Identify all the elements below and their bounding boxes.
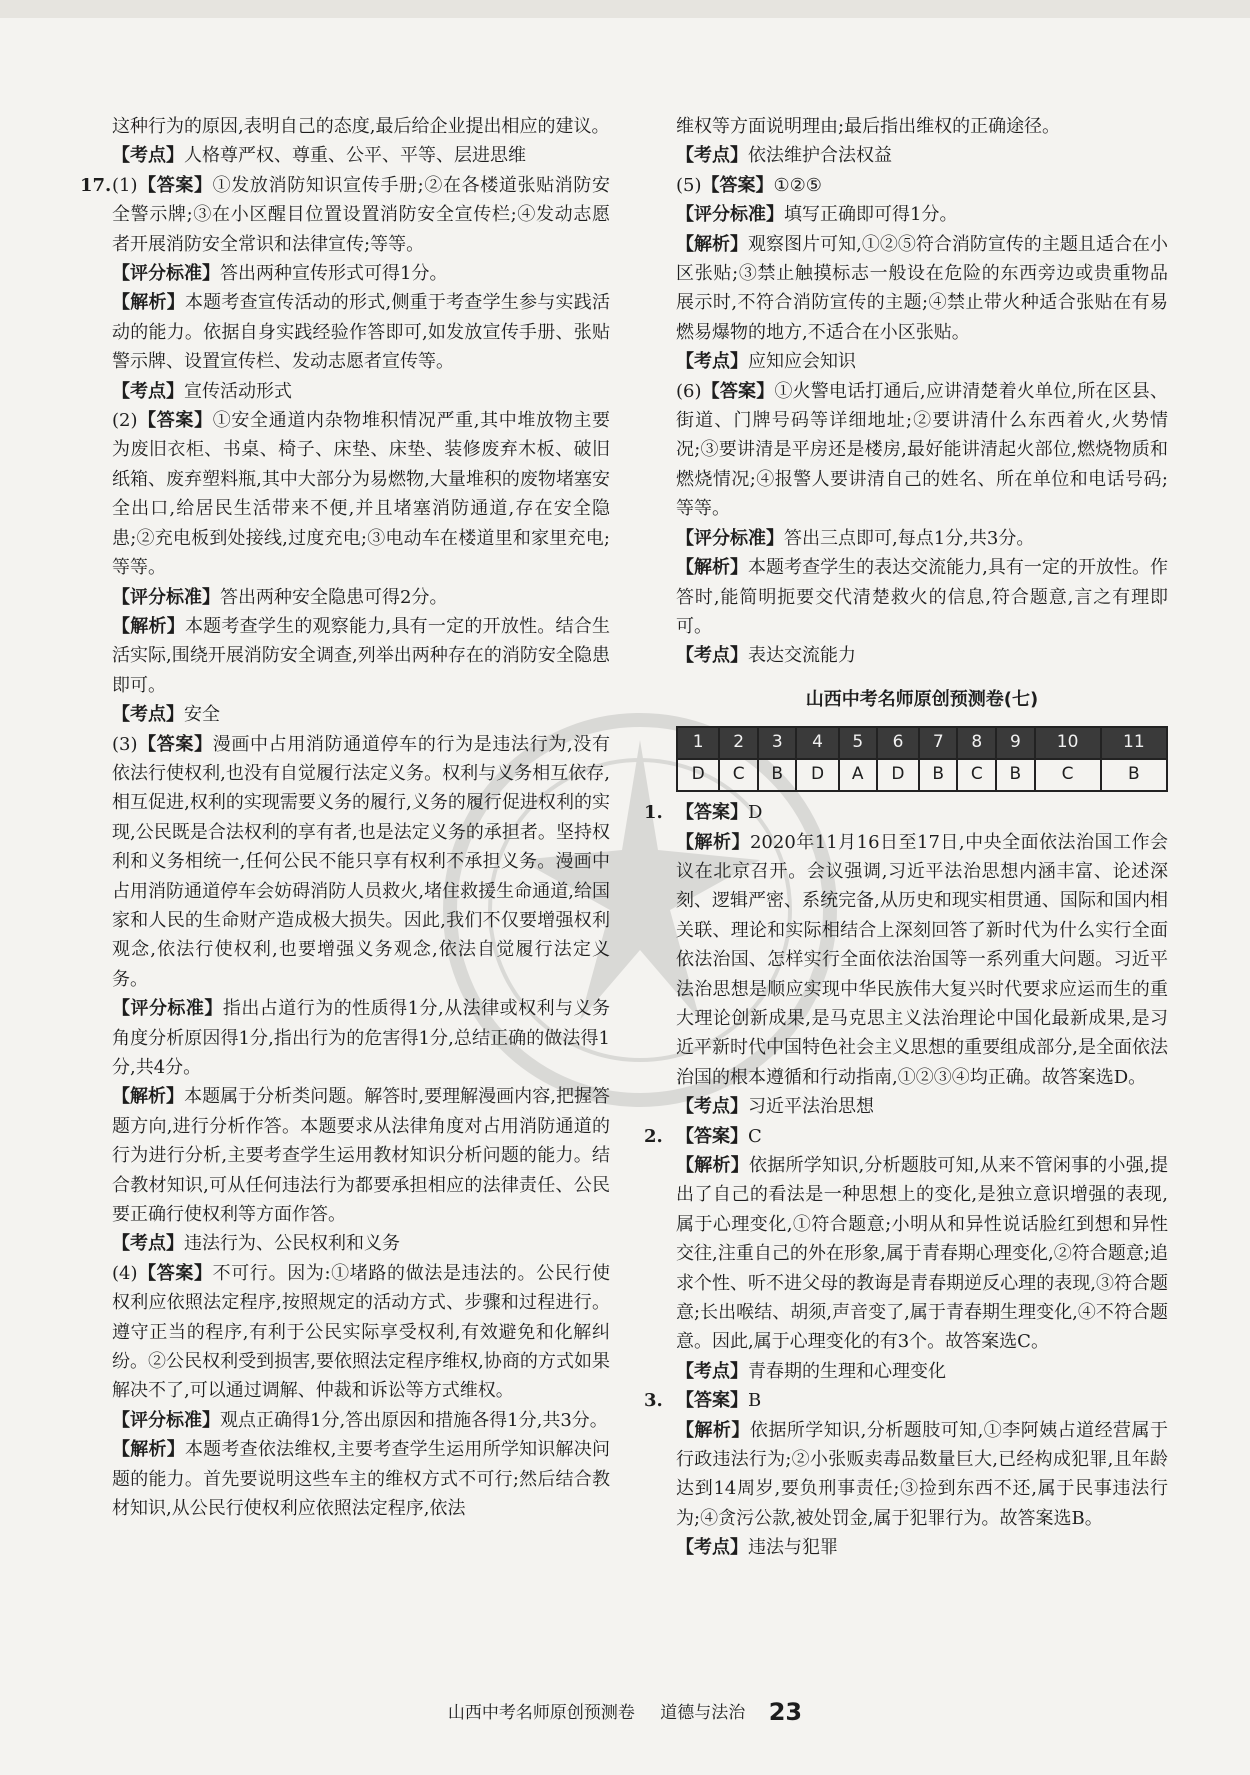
table-cell-answer: B (758, 759, 796, 791)
answer-table (676, 726, 1168, 792)
paragraph (676, 1357, 1168, 1386)
footer-series: 山西中考名师原创预测卷 (447, 1703, 635, 1723)
section-tag: 【答案】 (137, 410, 213, 432)
paragraph (676, 112, 1168, 141)
paragraph (644, 798, 1168, 827)
section-tag: 【解析】 (112, 1086, 185, 1108)
paragraph (112, 1082, 610, 1229)
paragraph-text: 这种行为的原因,表明自己的态度,最后给企业提出相应的建议。 (112, 116, 610, 137)
page-number: 23 (768, 1698, 803, 1726)
answer-table-answers (677, 759, 1167, 791)
section-tag: 【解析】 (676, 233, 749, 255)
section-tag: 【考点】 (112, 380, 184, 402)
paragraph-text: C (748, 1125, 762, 1147)
paragraph-text: 答出两种宣传形式可得1分。 (220, 263, 448, 285)
sub-question-number: (5) (676, 174, 702, 196)
table-cell-answer: C (719, 759, 758, 791)
paragraph-text: 应知应会知识 (748, 351, 856, 373)
paragraph-text: 本题考查学生的表达交流能力,具有一定的开放性。作答时,能简明扼要交代清楚救火的信息,符合题意,言之有理即可。 (676, 557, 1168, 637)
section-tag: 【考点】 (112, 1233, 184, 1255)
paragraph (112, 1259, 610, 1406)
section-tag: 【考点】 (676, 1096, 748, 1118)
paragraph (676, 377, 1168, 524)
section-tag: 【答案】 (701, 174, 774, 196)
scan-top-edge (0, 0, 1250, 18)
paragraph (112, 406, 610, 582)
section-tag: 【答案】 (701, 380, 775, 402)
paragraph (112, 612, 610, 700)
section-tag: 【评分标准】 (112, 998, 223, 1020)
paragraph (112, 730, 610, 995)
table-cell-number: 2 (719, 727, 758, 759)
right-column (644, 112, 1169, 1563)
sub-question-number: (4) (112, 1262, 138, 1284)
sub-question-number: (1) (112, 174, 138, 196)
table-cell-answer: D (877, 759, 919, 791)
paragraph-text: 违法行为、公民权利和义务 (184, 1233, 400, 1255)
paragraph-text: 观点正确得1分,答出原因和措施各得1分,共3分。 (220, 1409, 608, 1431)
paragraph (112, 1406, 610, 1435)
paragraph (676, 347, 1168, 376)
section-tag: 【考点】 (676, 645, 748, 667)
section-tag: 【评分标准】 (112, 1409, 220, 1431)
question-number: 17. (80, 174, 112, 196)
section-tag: 【答案】 (137, 733, 213, 755)
paragraph-text: 青春期的生理和心理变化 (748, 1360, 946, 1382)
section-tag: 【评分标准】 (112, 586, 220, 608)
paragraph (112, 141, 610, 170)
paragraph-text: 安全 (184, 704, 220, 726)
paragraph (676, 230, 1168, 348)
paragraph-text: 答出三点即可,每点1分,共3分。 (784, 527, 1035, 549)
table-cell-number: 3 (758, 727, 796, 759)
paragraph-text: ①安全通道内杂物堆积情况严重,其中堆放物主要为废旧衣柜、书桌、椅子、床垫、床垫、装修废弃木板、破旧纸箱、废弃塑料瓶,其中大部分为易燃物,大量堆积的废物堵塞安全出口,给居民生活带来不便,并且堵塞消防通道,存在安全隐患;②充电板到处接线,过度充电;③电动车在楼道里和家里充电;等等。 (112, 410, 610, 579)
section-tag: 【考点】 (112, 145, 184, 167)
section-tag: 【评分标准】 (676, 527, 784, 549)
sub-question-number: (2) (112, 410, 138, 432)
section-tag: 【答案】 (676, 1125, 748, 1147)
paragraph (676, 1416, 1168, 1534)
right-bottom-block (644, 798, 1169, 1563)
paragraph-text: 依据所学知识,分析题肢可知,①李阿姨占道经营属于行政违法行为;②小张贩卖毒品数量巨大,已经构成犯罪,且年龄达到14周岁,要负刑事责任;③捡到东西不还,属于民事违法行为;④贪污公款,被处罚金,属于犯罪行为。故答案选B。 (676, 1419, 1168, 1529)
paragraph (112, 377, 610, 406)
section-tag: 【答案】 (676, 1390, 748, 1412)
table-cell-number: 6 (877, 727, 919, 759)
table-cell-answer: D (677, 759, 719, 791)
table-cell-answer: C (957, 759, 996, 791)
question-number: 1. (644, 802, 663, 824)
section-tag: 【解析】 (676, 557, 749, 579)
paragraph (676, 200, 1168, 229)
paragraph (112, 1435, 610, 1523)
table-cell-answer: C (1035, 759, 1101, 791)
paragraph (112, 1229, 610, 1258)
table-cell-answer: B (1101, 759, 1167, 791)
paragraph (676, 171, 1168, 200)
paragraph (676, 641, 1168, 670)
paragraph-text: 维权等方面说明理由;最后指出维权的正确途径。 (676, 116, 1061, 137)
paragraph-text: 依法维护合法权益 (748, 145, 892, 167)
table-cell-number: 5 (839, 727, 877, 759)
sub-question-number: (6) (676, 380, 702, 402)
paragraph-text: 答出两种安全隐患可得2分。 (220, 586, 448, 608)
section-tag: 【考点】 (676, 1537, 748, 1559)
paragraph (676, 1092, 1168, 1121)
section-tag: 【考点】 (676, 1360, 748, 1382)
paragraph (676, 524, 1168, 553)
paragraph (80, 171, 611, 259)
section-tag: 【解析】 (112, 292, 185, 314)
section-tag: 【评分标准】 (676, 204, 784, 226)
section-tag: 【评分标准】 (112, 263, 220, 285)
section-tag: 【解析】 (676, 831, 750, 853)
table-cell-answer: B (996, 759, 1034, 791)
paragraph-text: 2020年11月16日至17日,中央全面依法治国工作会议在北京召开。会议强调,习近平法治思想内涵丰富、论述深刻、逻辑严密、系统完备,从历史和现实相贯通、国际和国内相关联、理论和实际相结合上深刻回答了新时代为什么实行全面依法治国、怎样实行全面依法治国等一系列重大问题。习近平法治思想是顺应实现中华民族伟大复兴时代要求应运而生的重大理论创新成果,是马克思主义法治理论中国化最新成果,是习近平新时代中国特色社会主义思想的重要组成部分,是全面依法治国的根本遵循和行动指南,①②③④均正确。故答案选D。 (676, 831, 1169, 1088)
sub-question-number: (3) (112, 733, 138, 755)
section-tag: 【考点】 (112, 704, 184, 726)
table-cell-answer: B (919, 759, 957, 791)
paragraph-text: 本题考查依法维权,主要考查学生运用所学知识解决问题的能力。首先要说明这些车主的维权方式不可行;然后结合教材知识,从公民行使权利应依照法定程序,依法 (112, 1439, 610, 1520)
paragraph-text: 观察图片可知,①②⑤符合消防宣传的主题且适合在小区张贴;③禁止触摸标志一般设在危险的东西旁边或贵重物品展示时,不符合消防宣传的主题;④禁止带火种适合张贴在有易燃易爆物的地方,不适合在小区张贴。 (676, 233, 1168, 343)
paragraph-text: 指出占道行为的性质得1分,从法律或权利与义务角度分析原因得1分,指出行为的危害得1分,总结正确的做法得1分,共4分。 (112, 998, 611, 1078)
paragraph-text: ①发放消防知识宣传手册;②在各楼道张贴消防安全警示牌;③在小区醒目位置设置消防安全宣传栏;④发动志愿者开展消防安全常识和法律宣传;等等。 (112, 174, 611, 255)
footer-subject: 道德与法治 (660, 1703, 746, 1723)
question-number: 2. (644, 1125, 663, 1147)
section-tag: 【解析】 (676, 1155, 749, 1176)
table-cell-answer: A (839, 759, 877, 791)
paragraph (676, 1533, 1168, 1562)
table-cell-number: 9 (996, 727, 1034, 759)
paragraph (676, 1151, 1168, 1357)
paragraph (112, 583, 610, 612)
table-cell-number: 10 (1035, 727, 1101, 759)
table-cell-number: 8 (957, 727, 996, 759)
page-footer (0, 1698, 1250, 1726)
paragraph-text: B (748, 1390, 762, 1412)
paragraph (112, 700, 610, 729)
section-tag: 【答案】 (676, 802, 748, 824)
section-tag: 【考点】 (676, 145, 748, 167)
table-cell-number: 7 (919, 727, 957, 759)
paragraph-text: 本题属于分析类问题。解答时,要理解漫画内容,把握答题方向,进行分析作答。本题要求从法律角度对占用消防通道的行为进行分析,主要考查学生运用教材知识分析问题的能力。结合教材知识,可从任何违法行为都要承担相应的法律责任、公民要正确行使权利等方面作答。 (112, 1086, 610, 1226)
paragraph-text: 不可行。因为:①堵路的做法是违法的。公民行使权利应依照法定程序,按照规定的活动方式、步骤和过程进行。遵守正当的程序,有利于公民实际享受权利,有效避免和化解纠纷。②公民权利受到损害,要依照法定程序维权,协商的方式如果解决不了,可以通过调解、仲裁和诉讼等方式维权。 (112, 1262, 611, 1402)
paragraph-text: 人格尊严权、尊重、公平、平等、层进思维 (184, 145, 526, 167)
section-tag: 【解析】 (112, 615, 185, 637)
section-tag: 【答案】 (137, 174, 213, 196)
answer-table-numbers (677, 727, 1167, 759)
paragraph-text: ①火警电话打通后,应讲清楚着火单位,所在区县、街道、门牌号码等详细地址;②要讲清什么东西着火,火势情况;③要讲清是平房还是楼房,最好能讲清起火部位,燃烧物质和燃烧情况;④报警人要讲清自己的姓名、所在单位和电话号码;等等。 (676, 380, 1168, 520)
paragraph-text: 本题考查学生的观察能力,具有一定的开放性。结合生活实际,围绕开展消防安全调查,列举出两种存在的消防安全隐患即可。 (112, 615, 610, 696)
question-number: 3. (644, 1390, 663, 1412)
paragraph-text: 填写正确即可得1分。 (784, 204, 958, 226)
paragraph-text: 宣传活动形式 (184, 380, 292, 402)
section-title: 山西中考名师原创预测卷(七) (805, 688, 1039, 710)
paragraph (676, 828, 1168, 1093)
section-tag: 【解析】 (676, 1419, 750, 1441)
paragraph-text: 习近平法治思想 (748, 1096, 874, 1118)
left-column (80, 112, 611, 1524)
table-cell-number: 11 (1101, 727, 1167, 759)
table-cell-number: 1 (677, 727, 719, 759)
paragraph-text: 违法与犯罪 (748, 1537, 838, 1559)
right-top-block (676, 112, 1168, 671)
table-cell-number: 4 (796, 727, 838, 759)
paragraph-text: 依据所学知识,分析题肢可知,从来不管闲事的小强,提出了自己的看法是一种思想上的变化,是独立意识增强的表现,属于心理变化,①符合题意;小明从和异性说话脸红到想和异性交往,注重自己的外在形象,属于青春期心理变化,②符合题意;追求个性、听不进父母的教诲是青春期逆反心理的表现,③符合题意;长出喉结、胡须,声音变了,属于青春期生理变化,④不符合题意。因此,属于心理变化的有3个。故答案选C。 (676, 1155, 1168, 1353)
section-tag: 【答案】 (137, 1262, 213, 1284)
paragraph (676, 553, 1168, 641)
section-tag: 【解析】 (112, 1439, 185, 1461)
paragraph-text: 表达交流能力 (748, 645, 856, 667)
paragraph (676, 141, 1168, 170)
paragraph-text: D (748, 802, 763, 824)
paragraph (112, 288, 610, 376)
paragraph-text: 漫画中占用消防通道停车的行为是违法行为,没有依法行使权利,也没有自觉履行法定义务。权利与义务相互依存,相互促进,权利的实现需要义务的履行,义务的履行促进权利的实现,公民既是合法权利的享有者,也是法定义务的承担者。坚持权利和义务相统一,任何公民不能只享有权利不承担义务。漫画中占用消防通道停车会妨碍消防人员救火,堵住救援生命通道,给国家和人民的生命财产造成极大损失。因此,我们不仅要增强权利观念,依法行使权利,也要增强义务观念,依法自觉履行法定义务。 (112, 733, 610, 990)
section-tag: 【考点】 (676, 351, 748, 373)
paragraph (112, 259, 610, 288)
table-cell-answer: D (796, 759, 838, 791)
paragraph-text: 本题考查宣传活动的形式,侧重于考查学生参与实践活动的能力。依据自身实践经验作答即可,如发放宣传手册、张贴警示牌、设置宣传栏、发动志愿者宣传等。 (112, 292, 610, 373)
paragraph-text: ①②⑤ (773, 174, 822, 196)
paragraph (112, 994, 610, 1082)
paragraph (112, 112, 610, 141)
paragraph (644, 1122, 1168, 1151)
paragraph (644, 1386, 1168, 1415)
